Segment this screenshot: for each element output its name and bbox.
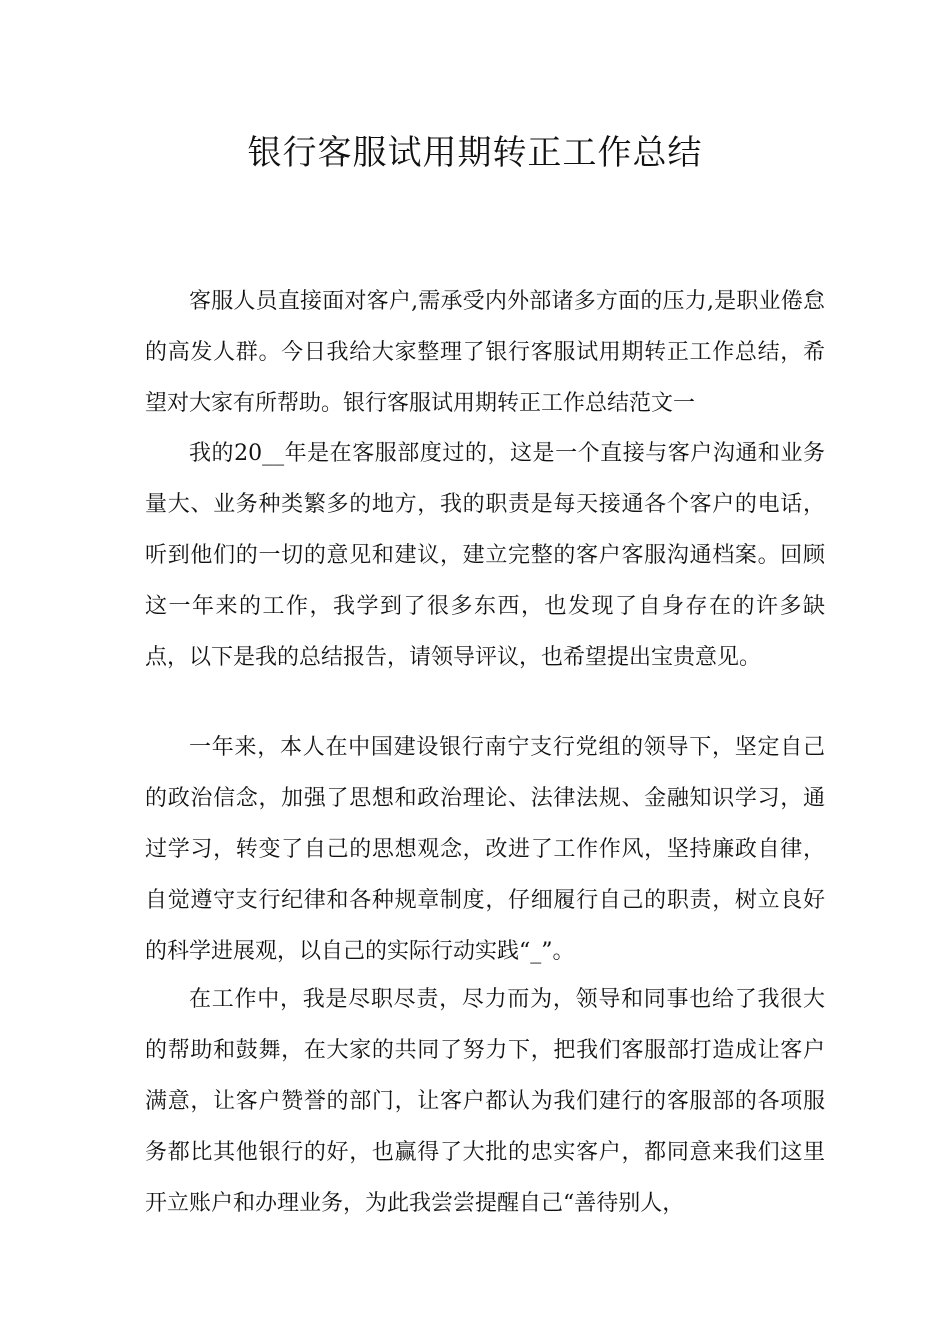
paragraph-intro bbox=[145, 276, 825, 429]
paragraph-political-study bbox=[145, 722, 825, 977]
paragraph-year-review bbox=[145, 428, 825, 683]
paragraph-text: 一年来，本人在中国建设银行南宁支行党组的领导下，坚定自己的政治信念，加强了思想和政治理论、法律法规、金融知识学习，通过学习，转变了自己的思想观念，改进了工作作风，坚持廉政自律，自觉遵守支行纪律和各种规章制度，仔细履行自己的职责，树立良好的科学进展观，以自己的实际行动实践“_”。 bbox=[145, 735, 825, 964]
paragraph-work-performance bbox=[145, 974, 825, 1229]
document-title: 银行客服试用期转正工作总结 bbox=[247, 133, 703, 173]
paragraph-text: 在工作中，我是尽职尽责，尽力而为，领导和同事也给了我很大的帮助和鼓舞，在大家的共同了努力下，把我们客服部打造成让客户满意，让客户赞誉的部门，让客户都认为我们建行的客服部的各项服务都比其他银行的好，也赢得了大批的忠实客户，都同意来我们这里开立账户和办理业务，为此我尝尝提醒自己“善待别人， bbox=[145, 987, 825, 1216]
paragraph-text: 我的20__年是在客服部度过的，这是一个直接与客户沟通和业务量大、业务种类繁多的地方，我的职责是每天接通各个客户的电话，听到他们的一切的意见和建议，建立完整的客户客服沟通档案。回顾这一年来的工作，我学到了很多东西，也发现了自身存在的许多缺点，以下是我的总结报告，请领导评议，也希望提出宝贵意见。 bbox=[145, 441, 825, 670]
paragraph-text: 客服人员直接面对客户,需承受内外部诸多方面的压力,是职业倦怠的高发人群。今日我给大家整理了银行客服试用期转正工作总结，希望对大家有所帮助。银行客服试用期转正工作总结范文一 bbox=[145, 289, 825, 416]
